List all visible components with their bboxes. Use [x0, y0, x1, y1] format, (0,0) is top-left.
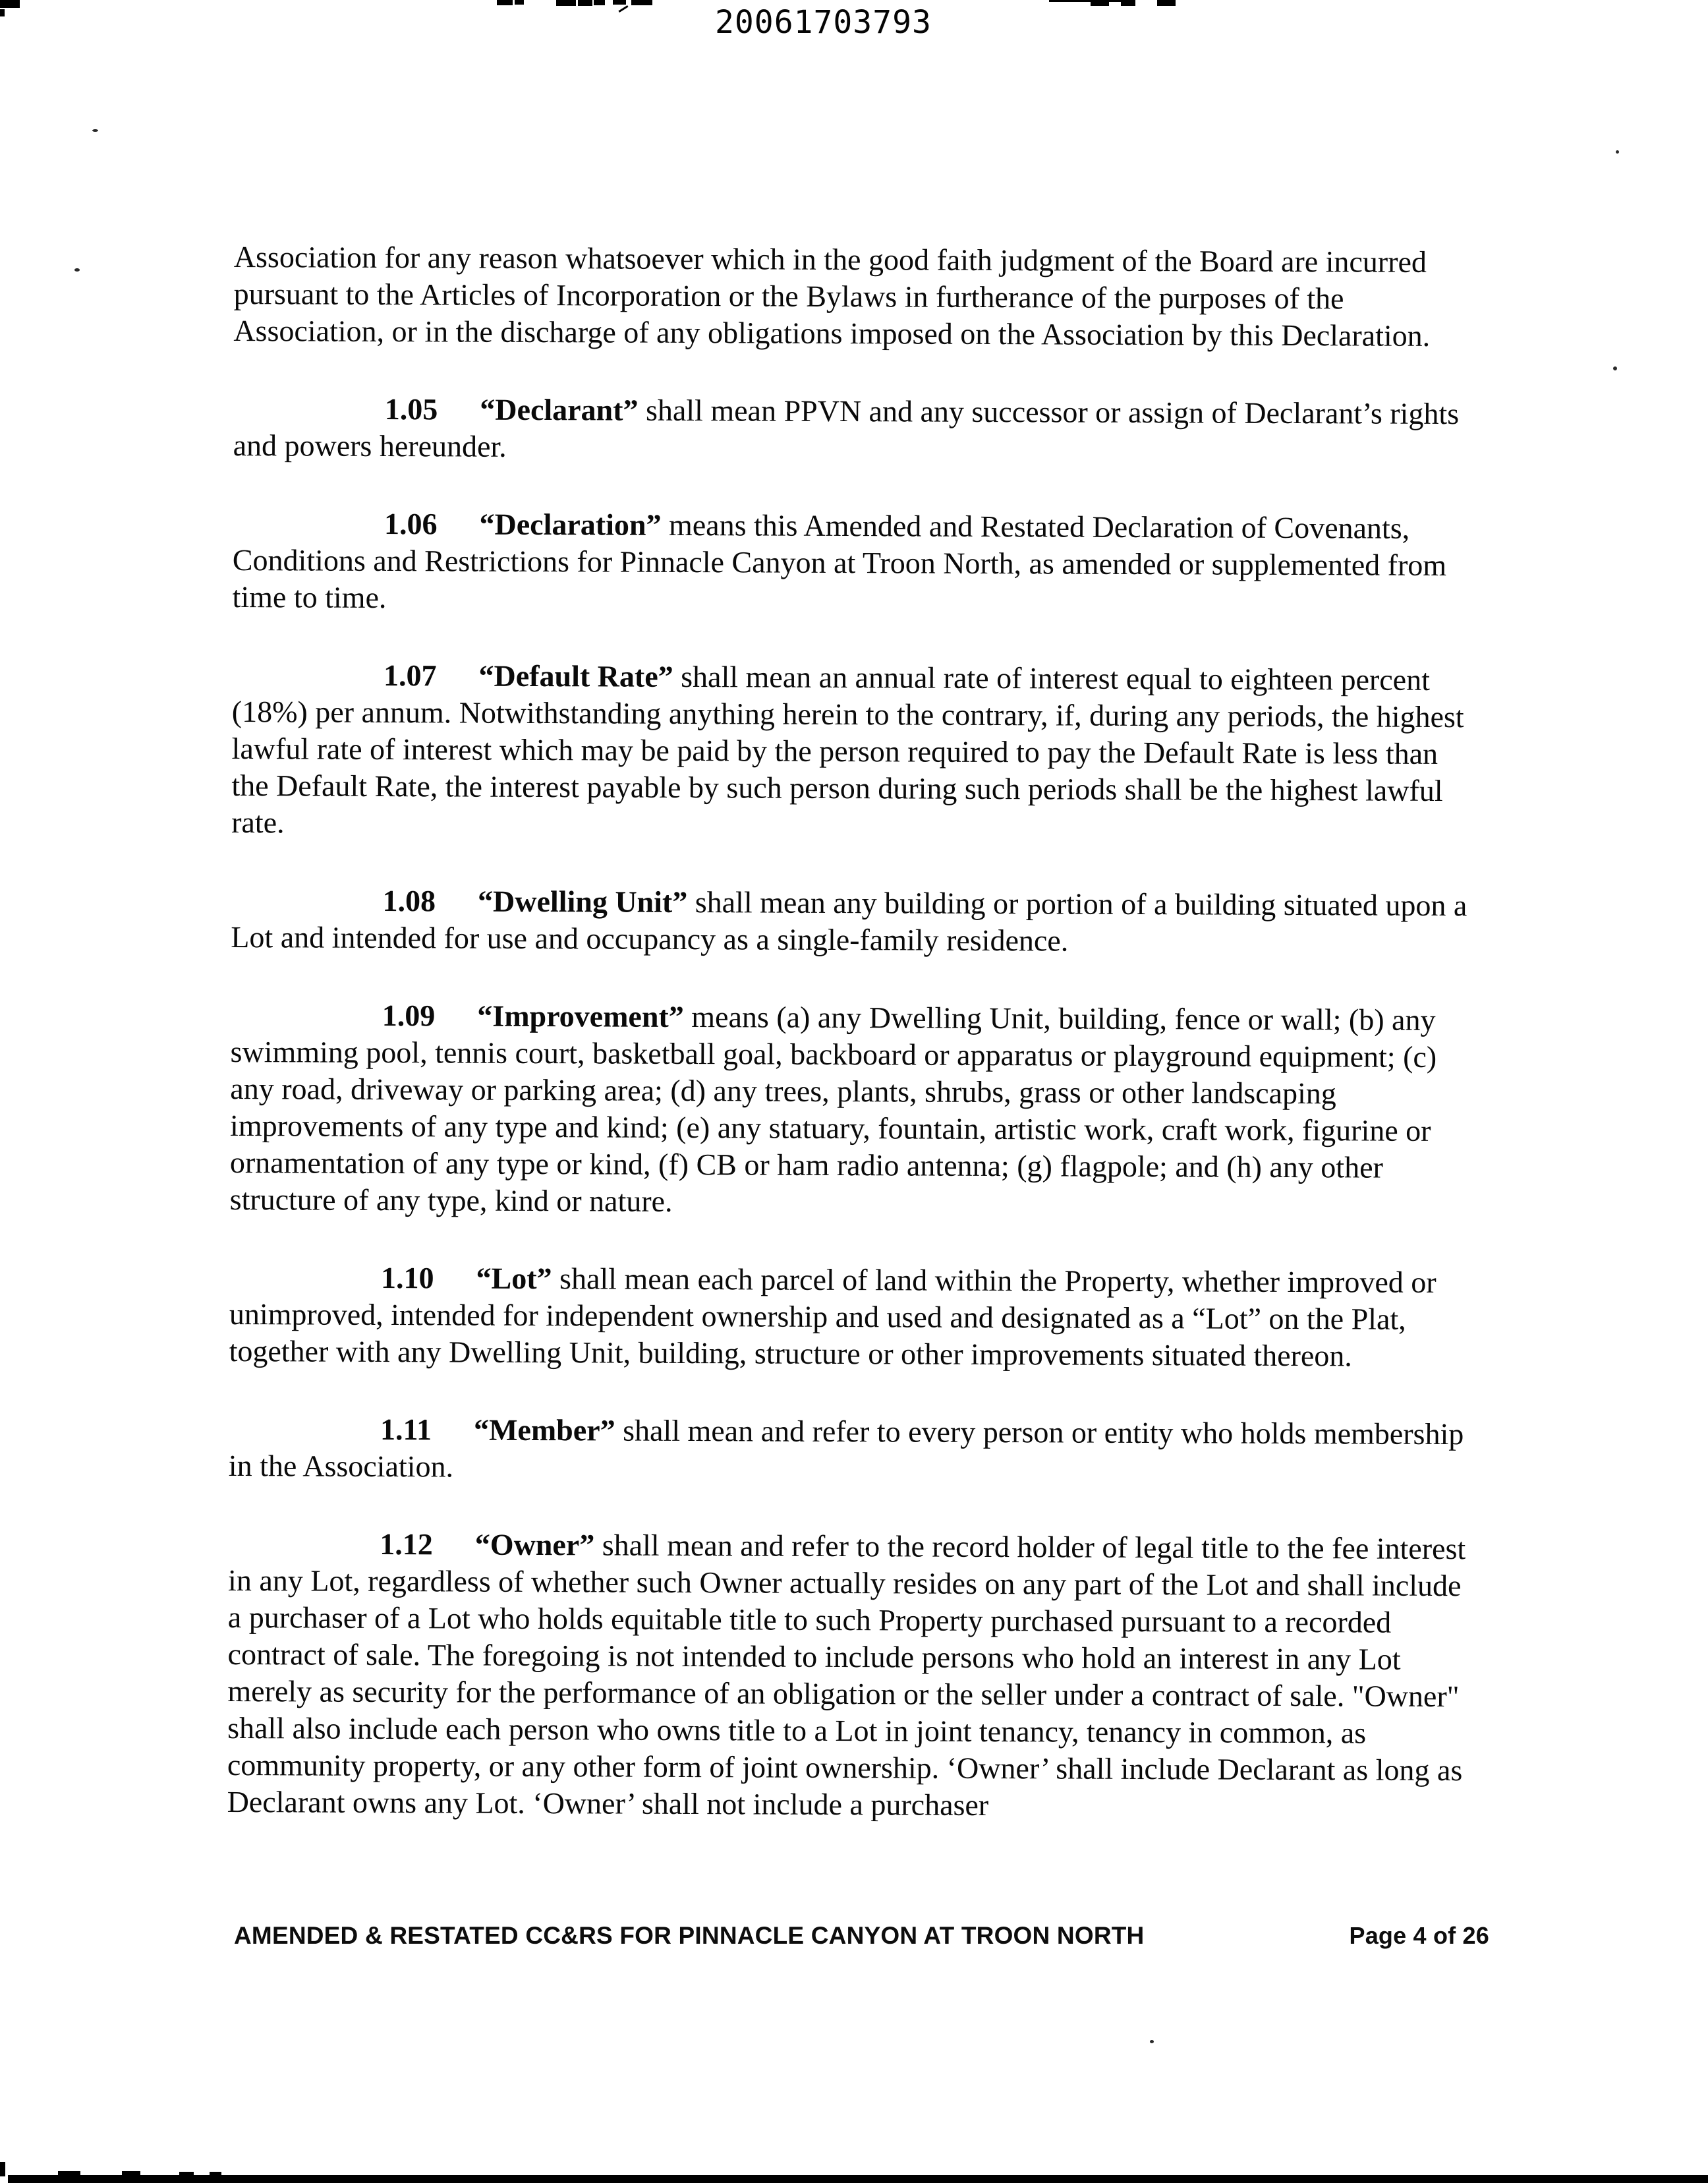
scan-speck — [1150, 2040, 1154, 2043]
section-1-11 — [229, 1411, 1474, 1490]
section-number: 1.11 — [380, 1412, 432, 1447]
section-1-10 — [229, 1259, 1475, 1375]
section-number: 1.12 — [380, 1527, 433, 1561]
section-1-06 — [233, 505, 1479, 621]
scan-artifact — [1091, 0, 1109, 6]
section-term: “Declaration” — [479, 507, 662, 542]
scan-artifact — [578, 0, 592, 6]
section-number: 1.07 — [384, 658, 437, 693]
section-text: shall mean PPVN and any successor or assign of Declarant’s rights and powers hereunder. — [233, 393, 1460, 463]
section-1-08 — [231, 882, 1476, 961]
scan-artifact — [594, 0, 605, 5]
section-text: shall mean any building or portion of a building situated upon a Lot and intended for use and occupancy as a single-family residence. — [231, 885, 1467, 958]
section-text: means (a) any Dwelling Unit, building, fence or wall; (b) any swimming pool, tennis court, basketball goal, backboard or apparatus or playground equipment; (c) any road, driveway or parking area; (d) any trees, plants, shrubs, grass or other landscaping improvements of any type and kind; (e) any statuary, fountain, artistic work, craft work, figurine or ornamentation of any type or kind, (f) CB or ham radio antenna; (g) flagpole; and (h) any other structure of any type, kind or nature. — [229, 1000, 1437, 1218]
footer-page-indicator: Page 4 of 26 — [1349, 1922, 1489, 1949]
section-text: shall mean and refer to every person or entity who holds membership in the Association. — [228, 1413, 1464, 1484]
section-1-07 — [231, 656, 1477, 846]
scan-artifact — [515, 0, 524, 5]
section-1-09 — [230, 997, 1476, 1223]
scan-artifact — [1157, 0, 1176, 6]
scan-artifact — [210, 2172, 221, 2175]
page-footer — [234, 1922, 1489, 1950]
section-term: “Improvement” — [477, 999, 684, 1033]
paragraph-continuation: Association for any reason whatsoever which in the good faith judgment of the Board are incurred pursuant to the Articles of Incorporation or the Bylaws in furtherance of the purposes of the Association, or in the discharge of any obligations imposed on the Association by this Declaration. — [233, 239, 1431, 353]
section-term: “Default Rate” — [478, 658, 673, 693]
scan-artifact — [618, 5, 628, 13]
footer-document-title: AMENDED & RESTATED CC&RS FOR PINNACLE CANYON AT TROON NORTH — [234, 1922, 1145, 1949]
scan-artifact-bottom-bar — [8, 2175, 1708, 2183]
scan-speck — [74, 268, 80, 272]
scan-artifact — [631, 0, 652, 5]
scan-artifact — [0, 2162, 5, 2176]
section-text: shall mean and refer to the record holder of legal title to the fee interest in any Lot, regardless of whether such Owner actually resides on any part of the Lot and shall include a purchaser of a Lot who holds equitable title to such Property purchased pursuant to a recorded contract of sale. The foregoing is not intended to include persons who hold an interest in any Lot merely as security for the performance of an obligation or the seller under a contract of sale. "Owner" shall also include each person who owns title to a Lot in joint tenancy, tenancy in common, as community property, or any other form of joint ownership. ‘Owner’ shall include Declarant as long as Declarant owns any Lot. ‘Owner’ shall not include a purchaser — [227, 1528, 1466, 1822]
scan-speck — [92, 129, 98, 132]
section-term: “Declarant” — [480, 392, 639, 427]
section-term: “Dwelling Unit” — [478, 884, 688, 919]
section-term: “Lot” — [476, 1261, 552, 1296]
scan-artifact — [0, 0, 20, 8]
scan-artifact — [122, 2171, 140, 2175]
section-number: 1.06 — [384, 506, 438, 541]
scan-artifact — [613, 0, 626, 5]
section-number: 1.05 — [384, 392, 438, 426]
scan-artifact — [556, 0, 576, 6]
scan-artifact — [58, 2171, 80, 2175]
section-number: 1.09 — [382, 998, 436, 1033]
section-text: shall mean an annual rate of interest equal to eighteen percent (18%) per annum. Notwithstanding anything herein to the contrary, if, during any periods, the highest lawful rate of interest which may be paid by the person required to pay the Default Rate is less than the Default Rate, the interest payable by such person during such periods shall be the highest lawful rate. — [231, 659, 1464, 840]
scan-artifact — [497, 0, 513, 5]
scan-speck — [1613, 366, 1617, 370]
section-number: 1.10 — [381, 1260, 434, 1295]
section-1-12 — [227, 1525, 1474, 1826]
section-term: “Member” — [473, 1412, 615, 1447]
scan-artifact — [1121, 0, 1135, 6]
document-body — [227, 239, 1479, 1867]
scan-artifact — [0, 9, 5, 16]
section-number: 1.08 — [382, 883, 436, 918]
section-text: means this Amended and Restated Declaration of Covenants, Conditions and Restrictions for Pinnacle Canyon at Troon North, as amended or supplemented from time to time. — [232, 508, 1447, 615]
scan-artifact — [179, 2172, 194, 2175]
scan-speck — [1616, 150, 1619, 154]
section-term: “Owner” — [474, 1527, 595, 1562]
recording-number: 20061703793 — [715, 4, 932, 41]
section-text: shall mean each parcel of land within the Property, whether improved or unimproved, intended for independent ownership and used and designated as a “Lot” on the Plat, together with any Dwelling Unit, building, structure or other improvements situated thereon. — [229, 1262, 1437, 1373]
section-1-05 — [233, 390, 1479, 469]
